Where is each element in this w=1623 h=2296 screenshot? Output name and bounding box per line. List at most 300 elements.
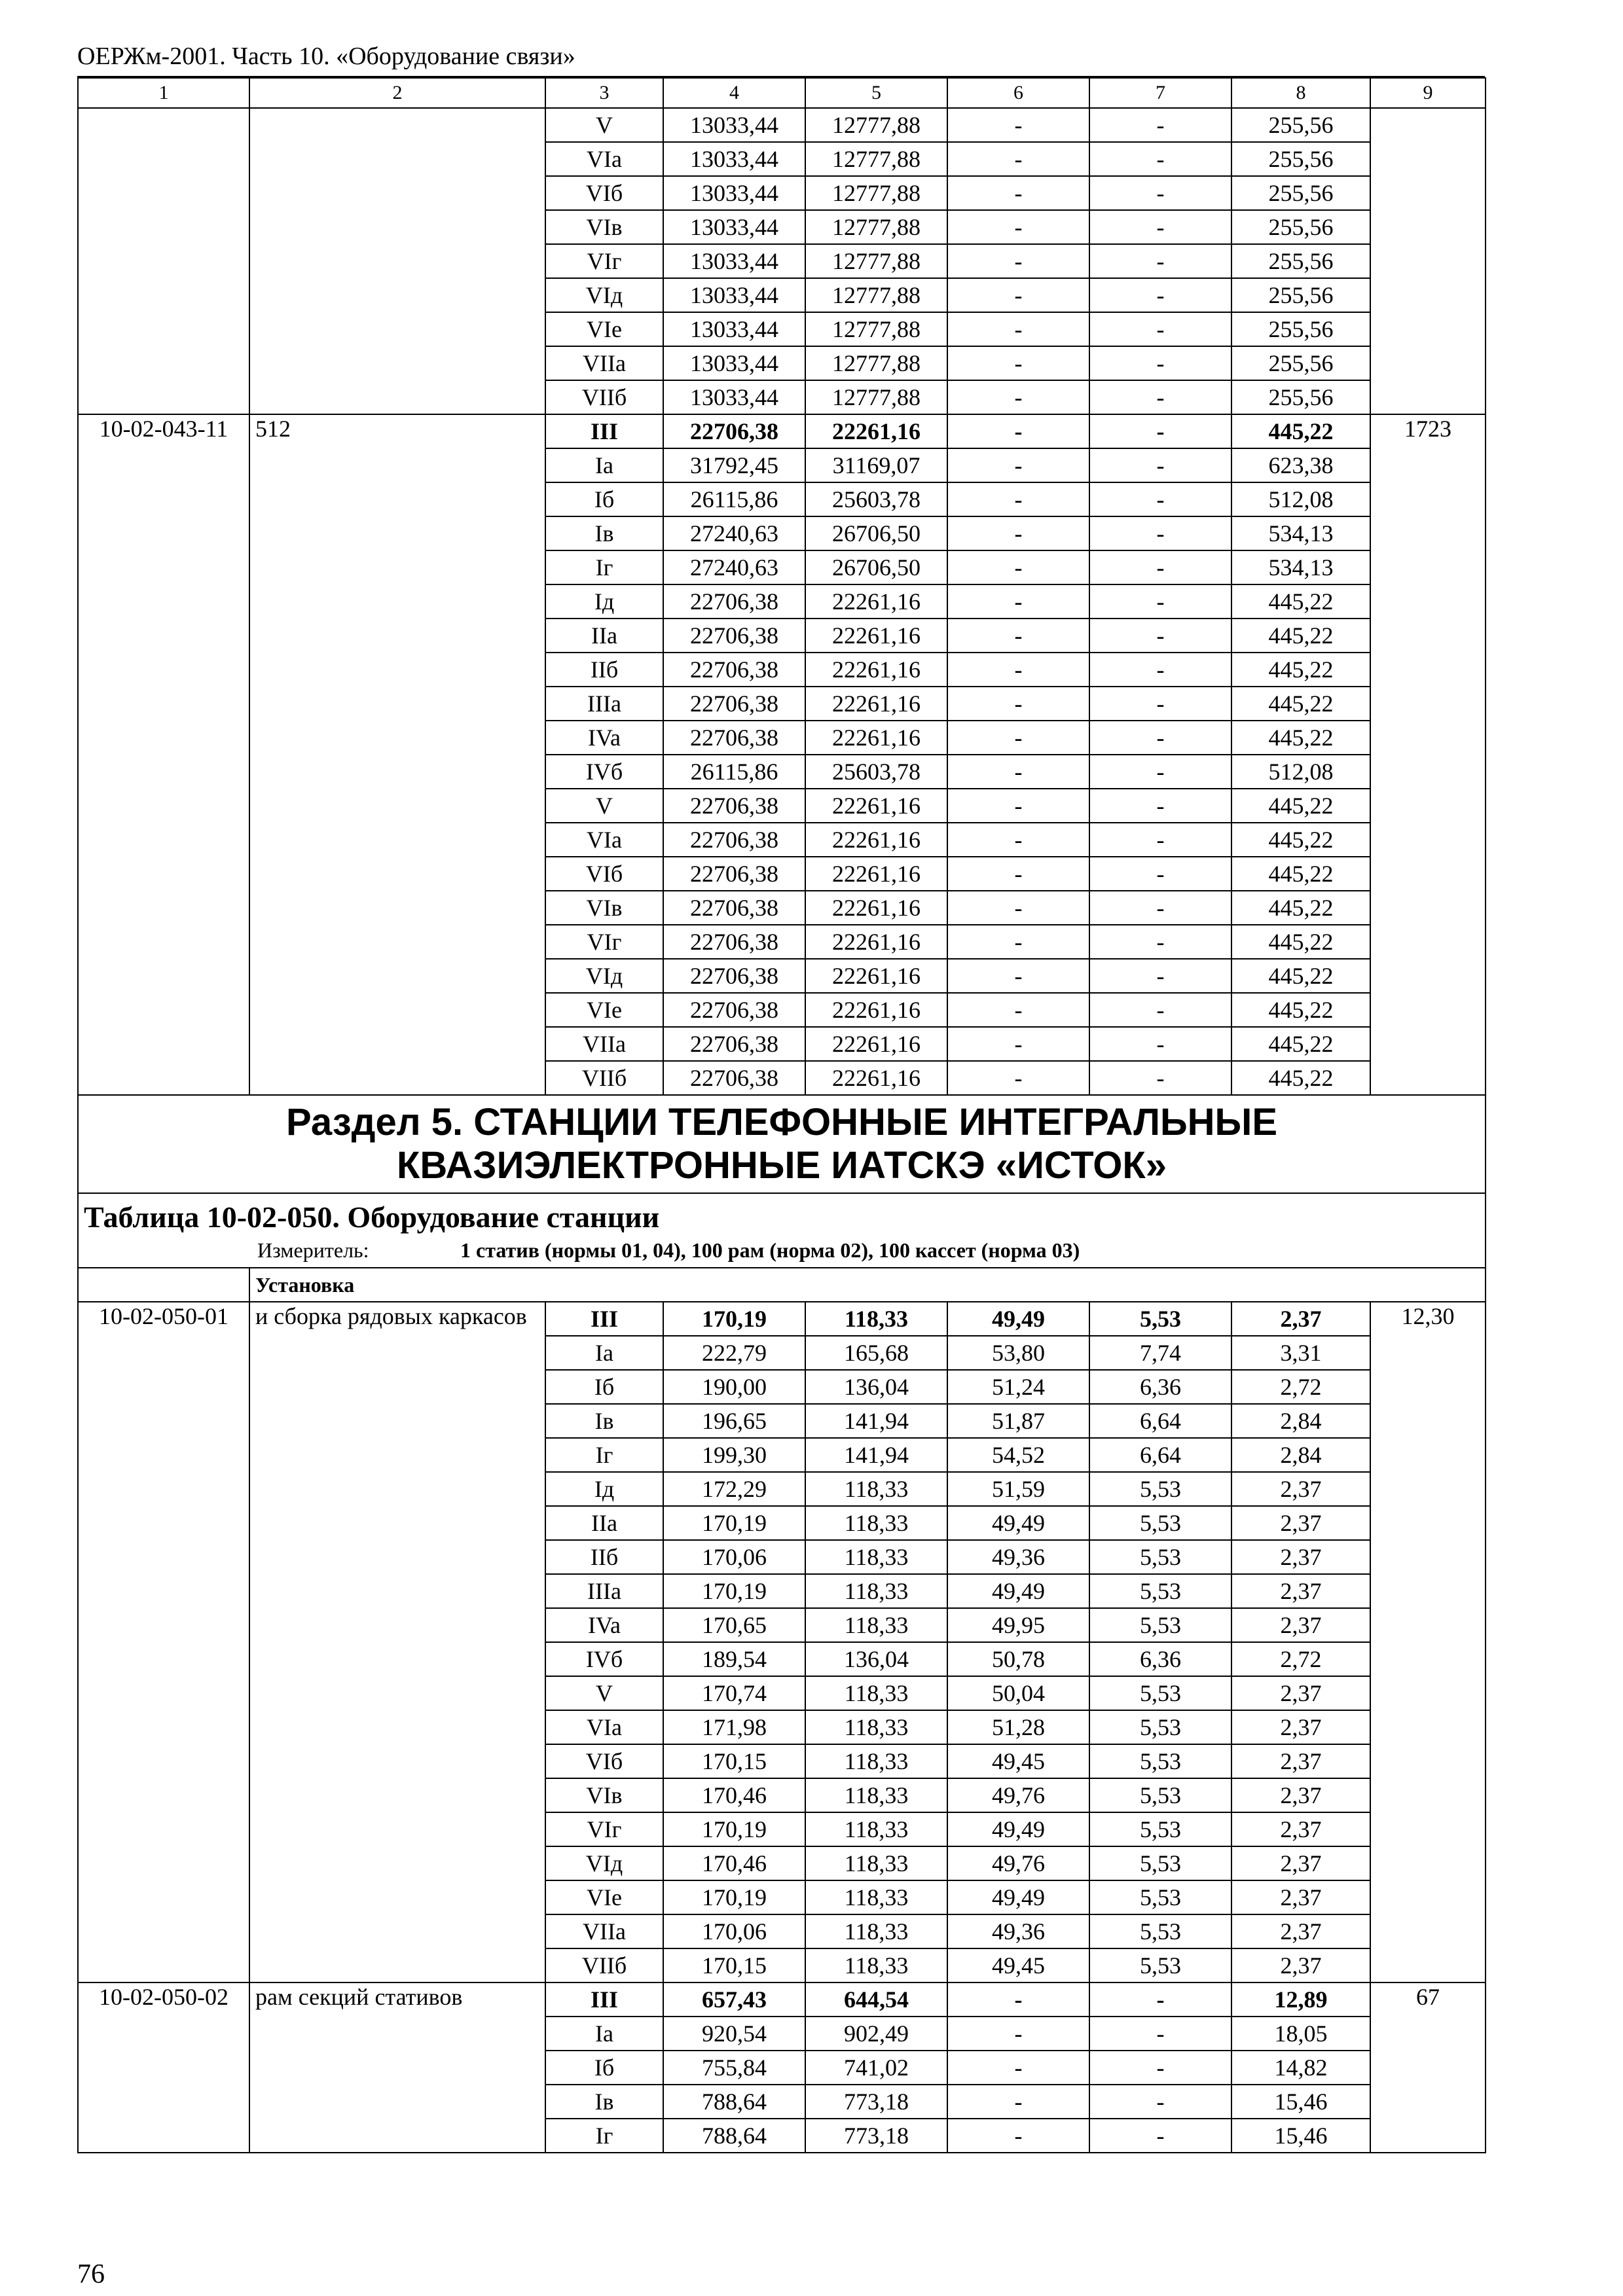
- value-cell: 25603,78: [805, 482, 947, 516]
- value-cell: -: [1089, 108, 1231, 142]
- total-cell: 12,30: [1370, 1302, 1486, 1982]
- value-cell: 920,54: [663, 2017, 805, 2051]
- zone-cell: VIб: [545, 176, 663, 210]
- measure-label: Измеритель:: [257, 1238, 369, 1262]
- value-cell: 623,38: [1231, 448, 1370, 482]
- value-cell: 18,05: [1231, 2017, 1370, 2051]
- value-cell: 755,84: [663, 2051, 805, 2085]
- value-cell: 118,33: [805, 1914, 947, 1948]
- value-cell: 255,56: [1231, 380, 1370, 414]
- value-cell: 12777,88: [805, 108, 947, 142]
- page-number: 76: [77, 2259, 105, 2289]
- value-cell: 6,64: [1089, 1404, 1231, 1438]
- value-cell: 13033,44: [663, 108, 805, 142]
- value-cell: 22261,16: [805, 823, 947, 857]
- zone-cell: III: [545, 1982, 663, 2017]
- value-cell: 22261,16: [805, 721, 947, 755]
- value-cell: -: [947, 755, 1089, 789]
- value-cell: 445,22: [1231, 584, 1370, 619]
- zone-cell: III: [545, 1302, 663, 1336]
- zone-cell: VIв: [545, 210, 663, 244]
- value-cell: 12777,88: [805, 210, 947, 244]
- value-cell: -: [1089, 1061, 1231, 1095]
- zone-cell: IIa: [545, 619, 663, 653]
- zone-cell: V: [545, 1676, 663, 1710]
- value-cell: 22706,38: [663, 619, 805, 653]
- value-cell: 255,56: [1231, 176, 1370, 210]
- measure-line: [84, 1236, 1480, 1265]
- zone-cell: VIв: [545, 891, 663, 925]
- zone-cell: VIд: [545, 959, 663, 993]
- value-cell: -: [1089, 550, 1231, 584]
- value-cell: 22261,16: [805, 653, 947, 687]
- value-cell: 118,33: [805, 1778, 947, 1812]
- value-cell: 5,53: [1089, 1744, 1231, 1778]
- value-cell: 22706,38: [663, 857, 805, 891]
- value-cell: 445,22: [1231, 721, 1370, 755]
- value-cell: -: [1089, 516, 1231, 550]
- zone-cell: IVб: [545, 1642, 663, 1676]
- value-cell: 22706,38: [663, 1061, 805, 1095]
- value-cell: 902,49: [805, 2017, 947, 2051]
- table-caption-row: [78, 1193, 1486, 1268]
- table-title: Таблица 10-02-050. Оборудование станции: [84, 1200, 660, 1234]
- value-cell: 25603,78: [805, 755, 947, 789]
- column-number: 2: [249, 78, 545, 108]
- value-cell: -: [947, 1982, 1089, 2017]
- value-cell: 51,87: [947, 1404, 1089, 1438]
- value-cell: 6,64: [1089, 1438, 1231, 1472]
- value-cell: 118,33: [805, 1744, 947, 1778]
- value-cell: 49,49: [947, 1574, 1089, 1608]
- value-cell: 49,95: [947, 1608, 1089, 1642]
- value-cell: 13033,44: [663, 244, 805, 278]
- value-cell: -: [947, 721, 1089, 755]
- zone-cell: Iб: [545, 482, 663, 516]
- value-cell: 5,53: [1089, 1302, 1231, 1336]
- value-cell: 13033,44: [663, 312, 805, 346]
- value-cell: -: [947, 1027, 1089, 1061]
- value-cell: 7,74: [1089, 1336, 1231, 1370]
- value-cell: 12,89: [1231, 1982, 1370, 2017]
- value-cell: 53,80: [947, 1336, 1089, 1370]
- value-cell: 22706,38: [663, 925, 805, 959]
- value-cell: -: [947, 244, 1089, 278]
- zone-cell: Ia: [545, 448, 663, 482]
- value-cell: 26115,86: [663, 482, 805, 516]
- value-cell: 5,53: [1089, 1574, 1231, 1608]
- value-cell: 141,94: [805, 1438, 947, 1472]
- value-cell: 445,22: [1231, 687, 1370, 721]
- zone-cell: VIe: [545, 1880, 663, 1914]
- norm-code: 10-02-050-02: [78, 1982, 249, 2153]
- value-cell: -: [947, 2051, 1089, 2085]
- value-cell: 22261,16: [805, 414, 947, 448]
- zone-cell: VIв: [545, 1778, 663, 1812]
- value-cell: 222,79: [663, 1336, 805, 1370]
- value-cell: 22706,38: [663, 653, 805, 687]
- section-title-line: КВАЗИЭЛЕКТРОННЫЕ ИАТСКЭ «ИСТОК»: [396, 1144, 1167, 1187]
- value-cell: -: [1089, 380, 1231, 414]
- value-cell: 255,56: [1231, 278, 1370, 312]
- zone-cell: VIe: [545, 993, 663, 1027]
- value-cell: -: [1089, 653, 1231, 687]
- table-row: [78, 414, 1486, 448]
- value-cell: 118,33: [805, 1880, 947, 1914]
- zone-cell: Iг: [545, 1438, 663, 1472]
- zone-cell: VIa: [545, 1710, 663, 1744]
- value-cell: -: [947, 176, 1089, 210]
- column-number-row: [78, 78, 1486, 108]
- value-cell: -: [1089, 278, 1231, 312]
- value-cell: 445,22: [1231, 925, 1370, 959]
- value-cell: 118,33: [805, 1676, 947, 1710]
- value-cell: 51,28: [947, 1710, 1089, 1744]
- value-cell: 22261,16: [805, 993, 947, 1027]
- value-cell: -: [947, 2119, 1089, 2153]
- value-cell: 22706,38: [663, 891, 805, 925]
- value-cell: 13033,44: [663, 142, 805, 176]
- value-cell: 445,22: [1231, 1027, 1370, 1061]
- zone-cell: Iв: [545, 2085, 663, 2119]
- value-cell: 788,64: [663, 2085, 805, 2119]
- norm-name: [249, 108, 545, 414]
- value-cell: 5,53: [1089, 1846, 1231, 1880]
- value-cell: 445,22: [1231, 823, 1370, 857]
- value-cell: -: [947, 108, 1089, 142]
- value-cell: 170,65: [663, 1608, 805, 1642]
- zone-cell: VIг: [545, 925, 663, 959]
- value-cell: 170,19: [663, 1880, 805, 1914]
- value-cell: -: [1089, 993, 1231, 1027]
- value-cell: 22706,38: [663, 959, 805, 993]
- value-cell: 2,37: [1231, 1540, 1370, 1574]
- value-cell: 5,53: [1089, 1540, 1231, 1574]
- value-cell: -: [947, 346, 1089, 380]
- value-cell: 12777,88: [805, 346, 947, 380]
- value-cell: 26706,50: [805, 550, 947, 584]
- zone-cell: III: [545, 414, 663, 448]
- value-cell: 5,53: [1089, 1608, 1231, 1642]
- value-cell: 22261,16: [805, 959, 947, 993]
- value-cell: -: [1089, 2017, 1231, 2051]
- value-cell: 22706,38: [663, 823, 805, 857]
- value-cell: 5,53: [1089, 1472, 1231, 1506]
- value-cell: -: [1089, 2119, 1231, 2153]
- value-cell: -: [1089, 619, 1231, 653]
- value-cell: 255,56: [1231, 244, 1370, 278]
- value-cell: 773,18: [805, 2085, 947, 2119]
- value-cell: 2,37: [1231, 1880, 1370, 1914]
- value-cell: 118,33: [805, 1574, 947, 1608]
- value-cell: -: [1089, 2051, 1231, 2085]
- value-cell: 5,53: [1089, 1880, 1231, 1914]
- value-cell: -: [1089, 414, 1231, 448]
- value-cell: 445,22: [1231, 993, 1370, 1027]
- value-cell: 2,84: [1231, 1404, 1370, 1438]
- zone-cell: VIд: [545, 278, 663, 312]
- value-cell: 534,13: [1231, 550, 1370, 584]
- norm-code: 10-02-050-01: [78, 1302, 249, 1982]
- zone-cell: Ia: [545, 2017, 663, 2051]
- value-cell: 22261,16: [805, 1061, 947, 1095]
- value-cell: 170,19: [663, 1506, 805, 1540]
- value-cell: 445,22: [1231, 789, 1370, 823]
- value-cell: 118,33: [805, 1846, 947, 1880]
- value-cell: 15,46: [1231, 2119, 1370, 2153]
- value-cell: 2,72: [1231, 1642, 1370, 1676]
- value-cell: 788,64: [663, 2119, 805, 2153]
- norm-code: [78, 108, 249, 414]
- zone-cell: VIIб: [545, 1061, 663, 1095]
- value-cell: -: [1089, 346, 1231, 380]
- value-cell: 22261,16: [805, 925, 947, 959]
- value-cell: 741,02: [805, 2051, 947, 2085]
- zone-cell: VIIa: [545, 1914, 663, 1948]
- value-cell: -: [947, 482, 1089, 516]
- value-cell: 5,53: [1089, 1914, 1231, 1948]
- norm-name: рам секций стативов: [249, 1982, 545, 2153]
- value-cell: 136,04: [805, 1642, 947, 1676]
- zone-cell: IVa: [545, 1608, 663, 1642]
- value-cell: 445,22: [1231, 857, 1370, 891]
- value-cell: 22261,16: [805, 1027, 947, 1061]
- value-cell: 170,06: [663, 1914, 805, 1948]
- value-cell: -: [947, 619, 1089, 653]
- value-cell: -: [1089, 891, 1231, 925]
- value-cell: 2,37: [1231, 1744, 1370, 1778]
- value-cell: 189,54: [663, 1642, 805, 1676]
- value-cell: 170,06: [663, 1540, 805, 1574]
- value-cell: 49,45: [947, 1948, 1089, 1982]
- value-cell: -: [1089, 482, 1231, 516]
- running-header: ОЕРЖм-2001. Часть 10. «Оборудование связи»: [77, 37, 1485, 78]
- zone-cell: VIIб: [545, 1948, 663, 1982]
- value-cell: 172,29: [663, 1472, 805, 1506]
- value-cell: 136,04: [805, 1370, 947, 1404]
- value-cell: -: [1089, 210, 1231, 244]
- value-cell: -: [1089, 755, 1231, 789]
- value-cell: 2,37: [1231, 1574, 1370, 1608]
- table-row: [78, 1982, 1486, 2017]
- section-title-line: Раздел 5. СТАНЦИИ ТЕЛЕФОННЫЕ ИНТЕГРАЛЬНЫЕ: [285, 1101, 1278, 1143]
- zone-cell: IIб: [545, 1540, 663, 1574]
- value-cell: 12777,88: [805, 244, 947, 278]
- zone-cell: VIe: [545, 312, 663, 346]
- value-cell: 165,68: [805, 1336, 947, 1370]
- section-row: [78, 1095, 1486, 1193]
- value-cell: 22706,38: [663, 789, 805, 823]
- value-cell: 12777,88: [805, 380, 947, 414]
- value-cell: -: [947, 584, 1089, 619]
- value-cell: -: [947, 142, 1089, 176]
- total-cell: [1370, 108, 1486, 414]
- value-cell: 118,33: [805, 1608, 947, 1642]
- value-cell: 171,98: [663, 1710, 805, 1744]
- zone-cell: VIa: [545, 823, 663, 857]
- value-cell: -: [947, 380, 1089, 414]
- value-cell: 22261,16: [805, 619, 947, 653]
- value-cell: 22261,16: [805, 789, 947, 823]
- value-cell: 50,78: [947, 1642, 1089, 1676]
- zone-cell: Iг: [545, 550, 663, 584]
- value-cell: 2,37: [1231, 1608, 1370, 1642]
- value-cell: 12777,88: [805, 142, 947, 176]
- value-cell: -: [947, 2085, 1089, 2119]
- value-cell: 2,37: [1231, 1812, 1370, 1846]
- value-cell: 255,56: [1231, 346, 1370, 380]
- value-cell: 13033,44: [663, 380, 805, 414]
- value-cell: 22706,38: [663, 687, 805, 721]
- value-cell: 13033,44: [663, 176, 805, 210]
- total-cell: 1723: [1370, 414, 1486, 1095]
- zone-cell: VIIa: [545, 1027, 663, 1061]
- value-cell: 27240,63: [663, 550, 805, 584]
- value-cell: 190,00: [663, 1370, 805, 1404]
- value-cell: 255,56: [1231, 142, 1370, 176]
- value-cell: 118,33: [805, 1948, 947, 1982]
- value-cell: -: [1089, 687, 1231, 721]
- column-number: 4: [663, 78, 805, 108]
- value-cell: 5,53: [1089, 1778, 1231, 1812]
- value-cell: 26115,86: [663, 755, 805, 789]
- value-cell: 2,72: [1231, 1370, 1370, 1404]
- value-cell: 5,53: [1089, 1676, 1231, 1710]
- norm-code: 10-02-043-11: [78, 414, 249, 1095]
- value-cell: 51,24: [947, 1370, 1089, 1404]
- value-cell: 22261,16: [805, 857, 947, 891]
- value-cell: 50,04: [947, 1676, 1089, 1710]
- value-cell: 6,36: [1089, 1642, 1231, 1676]
- value-cell: 2,84: [1231, 1438, 1370, 1472]
- value-cell: 170,19: [663, 1302, 805, 1336]
- zone-cell: Iд: [545, 1472, 663, 1506]
- value-cell: 27240,63: [663, 516, 805, 550]
- zone-cell: VIб: [545, 857, 663, 891]
- value-cell: 2,37: [1231, 1302, 1370, 1336]
- value-cell: 2,37: [1231, 1472, 1370, 1506]
- value-cell: -: [947, 687, 1089, 721]
- value-cell: 657,43: [663, 1982, 805, 2017]
- value-cell: 170,15: [663, 1744, 805, 1778]
- zone-cell: Ia: [545, 1336, 663, 1370]
- value-cell: 644,54: [805, 1982, 947, 2017]
- value-cell: 118,33: [805, 1812, 947, 1846]
- value-cell: -: [1089, 857, 1231, 891]
- value-cell: 49,36: [947, 1540, 1089, 1574]
- column-number: 1: [78, 78, 249, 108]
- value-cell: -: [947, 653, 1089, 687]
- value-cell: -: [1089, 448, 1231, 482]
- value-cell: 118,33: [805, 1506, 947, 1540]
- value-cell: 512,08: [1231, 482, 1370, 516]
- zone-cell: Iб: [545, 1370, 663, 1404]
- value-cell: 445,22: [1231, 619, 1370, 653]
- value-cell: -: [947, 857, 1089, 891]
- column-number: 3: [545, 78, 663, 108]
- value-cell: 49,45: [947, 1744, 1089, 1778]
- zone-cell: Iв: [545, 1404, 663, 1438]
- value-cell: 49,49: [947, 1302, 1089, 1336]
- value-cell: -: [1089, 823, 1231, 857]
- zone-cell: IVa: [545, 721, 663, 755]
- value-cell: -: [1089, 312, 1231, 346]
- table-row: [78, 1302, 1486, 1336]
- column-number: 8: [1231, 78, 1370, 108]
- value-cell: 54,52: [947, 1438, 1089, 1472]
- value-cell: 12777,88: [805, 312, 947, 346]
- zone-cell: IVб: [545, 755, 663, 789]
- value-cell: -: [1089, 925, 1231, 959]
- column-number: 7: [1089, 78, 1231, 108]
- value-cell: 255,56: [1231, 108, 1370, 142]
- value-cell: 2,37: [1231, 1914, 1370, 1948]
- value-cell: -: [947, 789, 1089, 823]
- measure-value: 1 статив (нормы 01, 04), 100 рам (норма 02), 100 кассет (норма 03): [460, 1238, 1080, 1262]
- value-cell: 12777,88: [805, 176, 947, 210]
- value-cell: 26706,50: [805, 516, 947, 550]
- value-cell: 170,74: [663, 1676, 805, 1710]
- value-cell: -: [1089, 142, 1231, 176]
- value-cell: -: [947, 414, 1089, 448]
- value-cell: 5,53: [1089, 1948, 1231, 1982]
- value-cell: 118,33: [805, 1710, 947, 1744]
- value-cell: 199,30: [663, 1438, 805, 1472]
- value-cell: -: [947, 823, 1089, 857]
- value-cell: -: [947, 210, 1089, 244]
- value-cell: 170,46: [663, 1846, 805, 1880]
- subheading: Установка: [249, 1268, 1486, 1302]
- value-cell: -: [947, 993, 1089, 1027]
- zone-cell: IIб: [545, 653, 663, 687]
- value-cell: 49,76: [947, 1778, 1089, 1812]
- value-cell: 14,82: [1231, 2051, 1370, 2085]
- zone-cell: IIIa: [545, 1574, 663, 1608]
- value-cell: 31792,45: [663, 448, 805, 482]
- value-cell: -: [947, 278, 1089, 312]
- value-cell: 15,46: [1231, 2085, 1370, 2119]
- value-cell: 2,37: [1231, 1710, 1370, 1744]
- value-cell: 2,37: [1231, 1676, 1370, 1710]
- value-cell: -: [1089, 959, 1231, 993]
- norms-table: [77, 77, 1486, 2153]
- value-cell: 22706,38: [663, 993, 805, 1027]
- value-cell: -: [947, 550, 1089, 584]
- value-cell: -: [947, 2017, 1089, 2051]
- norm-name: и сборка рядовых каркасов: [249, 1302, 545, 1982]
- zone-cell: VIa: [545, 142, 663, 176]
- column-number: 6: [947, 78, 1089, 108]
- section-title: [78, 1095, 1486, 1193]
- value-cell: -: [1089, 176, 1231, 210]
- value-cell: 773,18: [805, 2119, 947, 2153]
- table-caption: [78, 1193, 1486, 1268]
- total-cell: 67: [1370, 1982, 1486, 2153]
- value-cell: 118,33: [805, 1472, 947, 1506]
- value-cell: 51,59: [947, 1472, 1089, 1506]
- value-cell: 5,53: [1089, 1506, 1231, 1540]
- value-cell: 196,65: [663, 1404, 805, 1438]
- value-cell: -: [1089, 1027, 1231, 1061]
- value-cell: 12777,88: [805, 278, 947, 312]
- value-cell: 2,37: [1231, 1948, 1370, 1982]
- zone-cell: V: [545, 108, 663, 142]
- value-cell: 22706,38: [663, 721, 805, 755]
- value-cell: 5,53: [1089, 1812, 1231, 1846]
- value-cell: -: [947, 448, 1089, 482]
- value-cell: 49,76: [947, 1846, 1089, 1880]
- empty-cell: [78, 1268, 249, 1302]
